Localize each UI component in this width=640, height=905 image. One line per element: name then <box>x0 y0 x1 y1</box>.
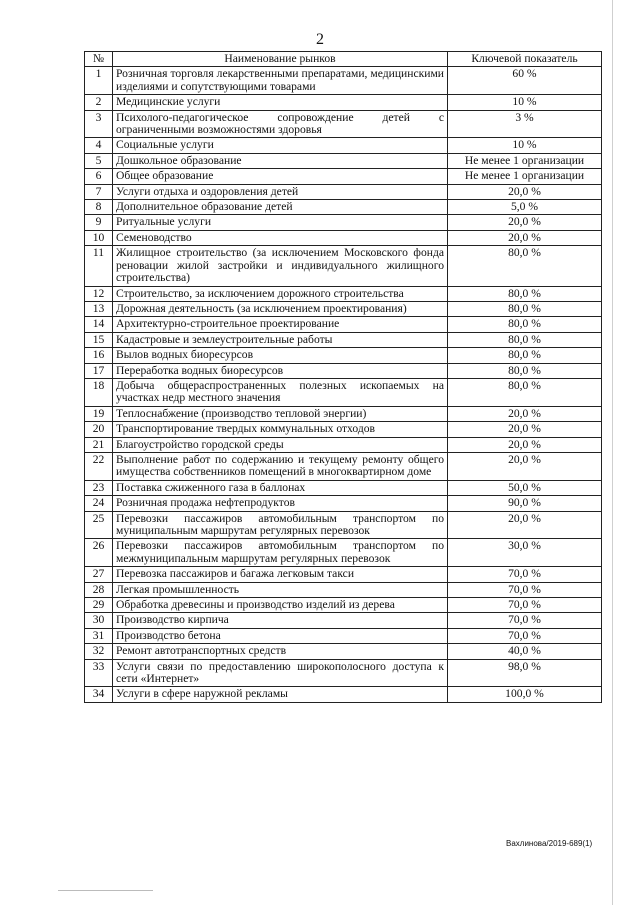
market-name: Вылов водных биоресурсов <box>113 348 448 363</box>
key-indicator: 20,0 % <box>448 437 602 452</box>
row-number: 13 <box>85 301 113 316</box>
row-number: 2 <box>85 95 113 110</box>
row-number: 12 <box>85 286 113 301</box>
market-name: Переработка водных биоресурсов <box>113 363 448 378</box>
row-number: 10 <box>85 230 113 245</box>
table-row <box>85 348 602 363</box>
key-indicator: 80,0 % <box>448 317 602 332</box>
row-number: 24 <box>85 496 113 511</box>
key-indicator: 10 % <box>448 95 602 110</box>
table-row <box>85 230 602 245</box>
row-number: 8 <box>85 200 113 215</box>
key-indicator: 80,0 % <box>448 378 602 406</box>
row-number: 14 <box>85 317 113 332</box>
market-name: Услуги отдыха и оздоровления детей <box>113 184 448 199</box>
key-indicator: 70,0 % <box>448 582 602 597</box>
table-row <box>85 452 602 480</box>
key-indicator: 80,0 % <box>448 301 602 316</box>
market-name: Обработка древесины и производство изделий из дерева <box>113 598 448 613</box>
table-row <box>85 422 602 437</box>
key-indicator: 20,0 % <box>448 452 602 480</box>
row-number: 29 <box>85 598 113 613</box>
market-name: Производство кирпича <box>113 613 448 628</box>
key-indicator: 5,0 % <box>448 200 602 215</box>
row-number: 15 <box>85 332 113 347</box>
table-row <box>85 153 602 168</box>
table-row <box>85 687 602 702</box>
market-name: Выполнение работ по содержанию и текущему ремонту общего имущества собственников помещений в многоквартирном доме <box>113 452 448 480</box>
table-header-row <box>85 52 602 67</box>
table-row <box>85 437 602 452</box>
table-row <box>85 378 602 406</box>
market-name: Дошкольное образование <box>113 153 448 168</box>
key-indicator: Не менее 1 организации <box>448 169 602 184</box>
market-name: Строительство, за исключением дорожного строительства <box>113 286 448 301</box>
table-row <box>85 496 602 511</box>
key-indicator: 100,0 % <box>448 687 602 702</box>
key-indicator: 60 % <box>448 67 602 95</box>
row-number: 21 <box>85 437 113 452</box>
market-name: Легкая промышленность <box>113 582 448 597</box>
row-number: 33 <box>85 659 113 687</box>
document-code: Вахлинова/2019-689(1) <box>506 839 593 848</box>
market-name: Перевозки пассажиров автомобильным транспортом по муниципальным маршрутам регулярных перевозок <box>113 511 448 539</box>
key-indicator: 3 % <box>448 110 602 138</box>
key-indicator: Не менее 1 организации <box>448 153 602 168</box>
row-number: 19 <box>85 406 113 421</box>
market-name: Благоустройство городской среды <box>113 437 448 452</box>
market-name: Производство бетона <box>113 628 448 643</box>
scan-bottom-mark <box>58 890 153 891</box>
row-number: 32 <box>85 644 113 659</box>
table-row <box>85 539 602 567</box>
key-indicator: 80,0 % <box>448 246 602 286</box>
row-number: 16 <box>85 348 113 363</box>
table-row <box>85 644 602 659</box>
key-indicator: 10 % <box>448 138 602 153</box>
table-row <box>85 67 602 95</box>
market-name: Добыча общераспространенных полезных ископаемых на участках недр местного значения <box>113 378 448 406</box>
row-number: 30 <box>85 613 113 628</box>
row-number: 20 <box>85 422 113 437</box>
table-row <box>85 511 602 539</box>
row-number: 7 <box>85 184 113 199</box>
market-name: Кадастровые и землеустроительные работы <box>113 332 448 347</box>
row-number: 5 <box>85 153 113 168</box>
row-number: 26 <box>85 539 113 567</box>
market-name: Перевозка пассажиров и багажа легковым такси <box>113 567 448 582</box>
table-body <box>85 67 602 702</box>
key-indicator: 70,0 % <box>448 613 602 628</box>
table-row <box>85 110 602 138</box>
row-number: 18 <box>85 378 113 406</box>
row-number: 1 <box>85 67 113 95</box>
key-indicator: 20,0 % <box>448 406 602 421</box>
key-indicator: 70,0 % <box>448 628 602 643</box>
market-name: Архитектурно-строительное проектирование <box>113 317 448 332</box>
table-row <box>85 200 602 215</box>
key-indicator: 90,0 % <box>448 496 602 511</box>
market-name: Семеноводство <box>113 230 448 245</box>
market-name: Общее образование <box>113 169 448 184</box>
table-row <box>85 598 602 613</box>
table-row <box>85 317 602 332</box>
page-number: 2 <box>316 31 324 48</box>
market-name: Розничная торговля лекарственными препаратами, медицинскими изделиями и сопутствующими товарами <box>113 67 448 95</box>
table-row <box>85 480 602 495</box>
key-indicator: 70,0 % <box>448 567 602 582</box>
row-number: 34 <box>85 687 113 702</box>
key-indicator: 20,0 % <box>448 422 602 437</box>
table-row <box>85 95 602 110</box>
table-row <box>85 567 602 582</box>
market-name: Поставка сжиженного газа в баллонах <box>113 480 448 495</box>
market-name: Медицинские услуги <box>113 95 448 110</box>
row-number: 22 <box>85 452 113 480</box>
market-name: Розничная продажа нефтепродуктов <box>113 496 448 511</box>
table-row <box>85 406 602 421</box>
row-number: 6 <box>85 169 113 184</box>
row-number: 27 <box>85 567 113 582</box>
table-row <box>85 246 602 286</box>
market-name: Социальные услуги <box>113 138 448 153</box>
market-name: Дополнительное образование детей <box>113 200 448 215</box>
key-indicator: 20,0 % <box>448 511 602 539</box>
row-number: 4 <box>85 138 113 153</box>
market-name: Транспортирование твердых коммунальных отходов <box>113 422 448 437</box>
market-name: Ритуальные услуги <box>113 215 448 230</box>
key-indicator: 98,0 % <box>448 659 602 687</box>
row-number: 25 <box>85 511 113 539</box>
markets-table <box>84 51 602 703</box>
table-row <box>85 332 602 347</box>
key-indicator: 20,0 % <box>448 215 602 230</box>
key-indicator: 80,0 % <box>448 332 602 347</box>
row-number: 9 <box>85 215 113 230</box>
key-indicator: 50,0 % <box>448 480 602 495</box>
table-row <box>85 286 602 301</box>
table-row <box>85 184 602 199</box>
table-row <box>85 628 602 643</box>
table-row <box>85 301 602 316</box>
key-indicator: 40,0 % <box>448 644 602 659</box>
table-row <box>85 215 602 230</box>
table-row <box>85 363 602 378</box>
market-name: Услуги связи по предоставлению широкополосного доступа к сети «Интернет» <box>113 659 448 687</box>
market-name: Дорожная деятельность (за исключением проектирования) <box>113 301 448 316</box>
header-key-indicator: Ключевой показатель <box>448 52 602 67</box>
key-indicator: 80,0 % <box>448 286 602 301</box>
key-indicator: 80,0 % <box>448 348 602 363</box>
row-number: 11 <box>85 246 113 286</box>
market-name: Перевозки пассажиров автомобильным транспортом по межмуниципальным маршрутам регулярных перевозок <box>113 539 448 567</box>
scan-edge-line <box>612 0 613 905</box>
row-number: 17 <box>85 363 113 378</box>
market-name: Психолого-педагогическое сопровождение детей с ограниченными возможностями здоровья <box>113 110 448 138</box>
row-number: 31 <box>85 628 113 643</box>
market-name: Ремонт автотранспортных средств <box>113 644 448 659</box>
key-indicator: 80,0 % <box>448 363 602 378</box>
key-indicator: 30,0 % <box>448 539 602 567</box>
key-indicator: 20,0 % <box>448 230 602 245</box>
row-number: 23 <box>85 480 113 495</box>
market-name: Жилищное строительство (за исключением Московского фонда реновации жилой застройки и индивидуального жилищного строительства) <box>113 246 448 286</box>
header-market-name: Наименование рынков <box>113 52 448 67</box>
row-number: 3 <box>85 110 113 138</box>
market-name: Теплоснабжение (производство тепловой энергии) <box>113 406 448 421</box>
key-indicator: 70,0 % <box>448 598 602 613</box>
table-row <box>85 582 602 597</box>
market-name: Услуги в сфере наружной рекламы <box>113 687 448 702</box>
key-indicator: 20,0 % <box>448 184 602 199</box>
table-row <box>85 138 602 153</box>
row-number: 28 <box>85 582 113 597</box>
table-row <box>85 169 602 184</box>
header-num: № <box>85 52 113 67</box>
table-row <box>85 659 602 687</box>
table-row <box>85 613 602 628</box>
